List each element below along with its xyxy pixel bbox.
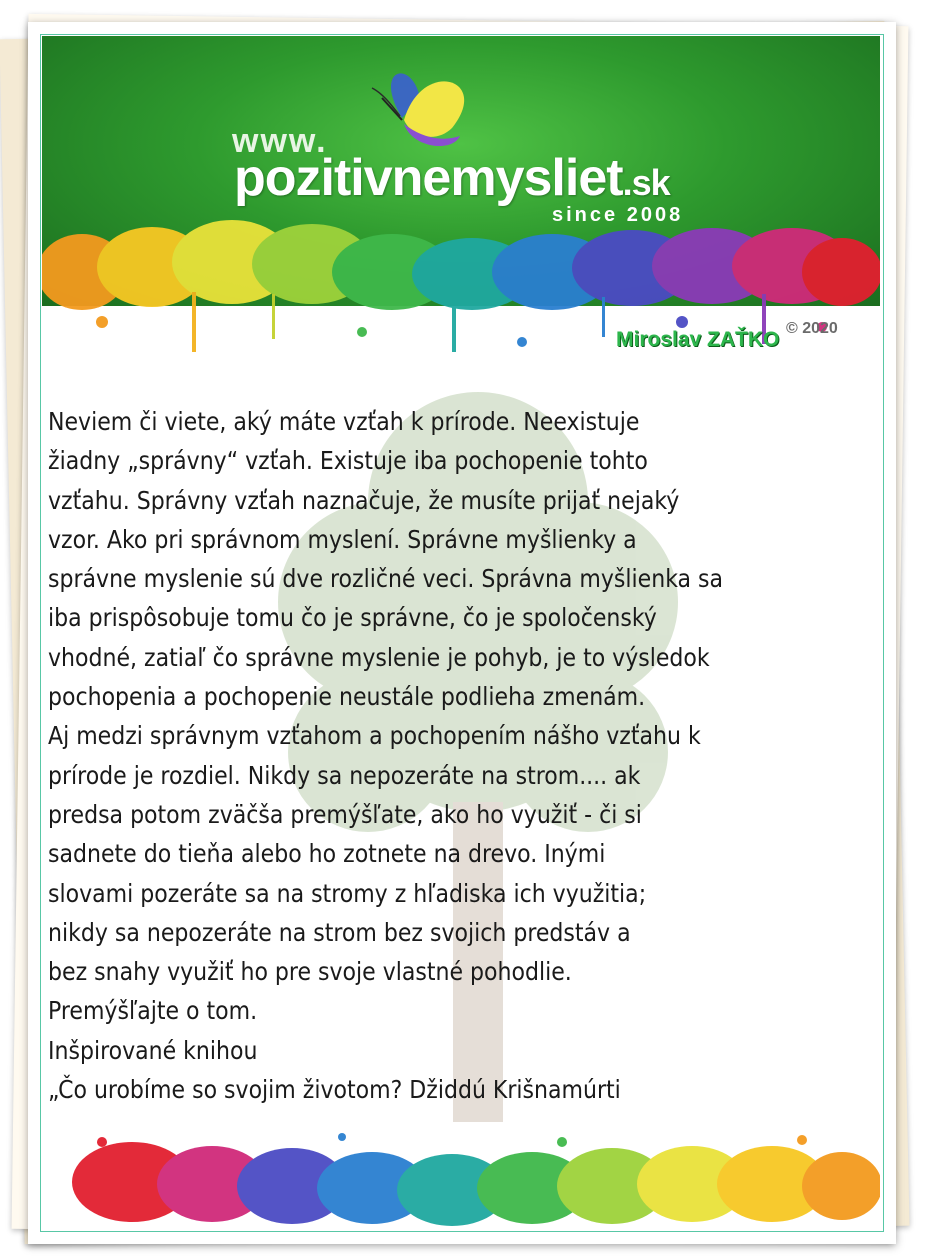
copyright-year: © 2020 <box>786 320 838 337</box>
quote-line: Neviem či viete, aký máte vzťah k prírode. Neexistuje <box>48 407 640 436</box>
quote-line: sadnete do tieňa alebo ho zotnete na drevo. Inými <box>48 839 606 869</box>
quote-line: „Čo urobíme so svojim životom? Džiddú Krišnamúrti <box>48 1075 621 1105</box>
quote-line: bez snahy využiť ho pre svoje vlastné pohodlie. <box>48 957 572 987</box>
site-name-main: pozitivnemysliet <box>234 149 623 207</box>
quote-line: iba prispôsobuje tomu čo je správne, čo je spoločenský <box>48 603 657 633</box>
since-label: since 2008 <box>552 204 684 226</box>
quote-line: žiadny „správny“ vzťah. Existuje iba pochopenie tohto <box>48 446 648 476</box>
author-name: Miroslav ZAŤKO <box>616 328 780 351</box>
site-name <box>234 148 670 208</box>
quote-line: nikdy sa nepozeráte na strom bez svojich predstáv a <box>48 917 631 947</box>
quote-line: Aj medzi správnym vzťahom a pochopením nášho vzťahu k <box>48 721 701 751</box>
quote-line: vzťahu. Správny vzťah naznačuje, že musíte prijať nejaký <box>48 485 680 515</box>
quote-line: slovami pozeráte sa na stromy z hľadiska ich využitia; <box>48 878 647 908</box>
quote-line: pochopenia a pochopenie neustále podlieha zmenám. <box>48 682 646 712</box>
paint-splash-top <box>42 202 880 392</box>
site-tld: .sk <box>622 162 670 203</box>
quote-line: predsa potom zväčša premýšľate, ako ho využiť - či si <box>48 799 642 829</box>
butterfly-logo-icon <box>342 58 472 158</box>
quote-line: prírode je rozdiel. Nikdy sa nepozeráte na strom.... ak <box>48 760 641 790</box>
quote-text <box>48 402 888 1109</box>
quote-line: vzor. Ako pri správnom myslení. Správne myšlienky a <box>48 524 637 554</box>
quote-line: Premýšľajte o tom. <box>48 996 258 1026</box>
paint-splash-bottom <box>42 1112 880 1242</box>
quote-line: Inšpirované knihou <box>48 1035 258 1065</box>
quote-line: správne myslenie sú dve rozličné veci. Správna myšlienka sa <box>48 564 724 594</box>
site-www-prefix: www. <box>232 122 328 160</box>
quote-line: vhodné, zatiaľ čo správne myslenie je pohyb, je to výsledok <box>48 642 710 672</box>
